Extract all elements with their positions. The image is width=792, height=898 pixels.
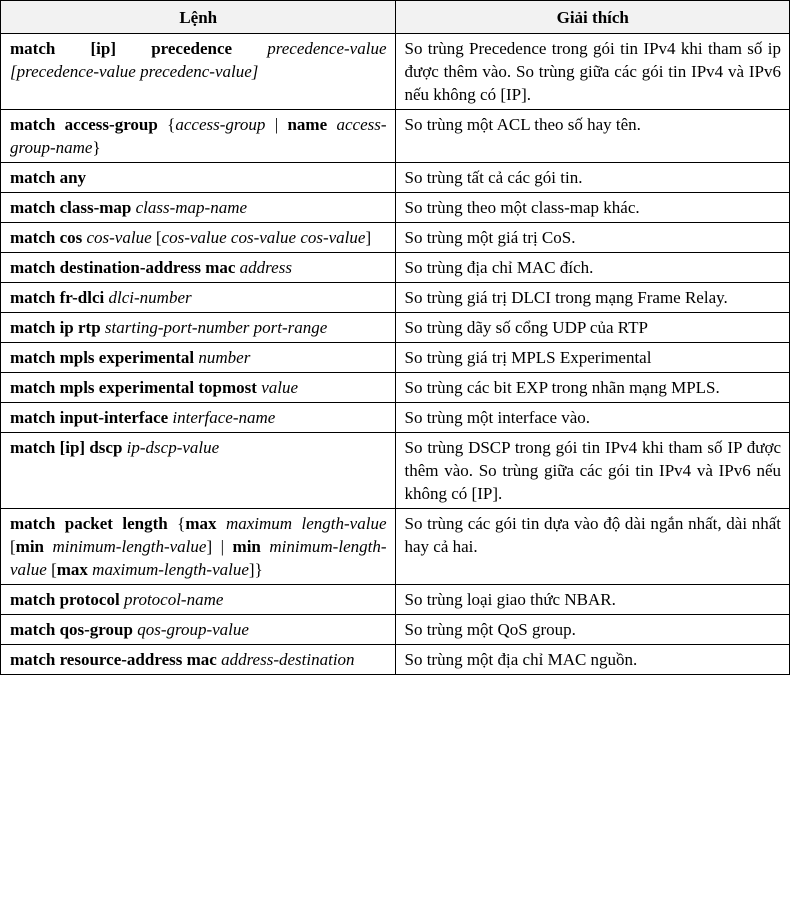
description-cell: So trùng DSCP trong gói tin IPv4 khi tham số IP được thêm vào. So trùng giữa các gói tin IPv4 và IPv6 nếu không có [IP]. xyxy=(395,433,790,509)
command-argument: minimum-length-value xyxy=(52,537,207,556)
command-syntax: { xyxy=(167,514,186,533)
command-cell xyxy=(1,509,396,585)
header-command: Lệnh xyxy=(1,1,396,34)
description-cell: So trùng theo một class-map khác. xyxy=(395,193,790,223)
command-cell xyxy=(1,403,396,433)
description-cell: So trùng một QoS group. xyxy=(395,615,790,645)
table-row xyxy=(1,343,790,373)
description-cell: So trùng một interface vào. xyxy=(395,403,790,433)
command-argument: starting-port-number port-range xyxy=(104,318,328,337)
command-syntax: ] xyxy=(365,228,372,247)
command-keyword: match access-group xyxy=(10,115,158,134)
command-argument: cos-value cos-value cos-value xyxy=(161,228,366,247)
command-argument: minimum-length-value xyxy=(10,537,387,579)
command-keyword: match qos-group xyxy=(10,620,133,639)
command-keyword: max xyxy=(185,514,217,533)
command-argument: cos-value xyxy=(86,228,152,247)
command-argument: precedence-value [precedence-value precedenc-value] xyxy=(10,39,387,81)
command-cell xyxy=(1,615,396,645)
description-cell: So trùng các bit EXP trong nhãn mạng MPLS. xyxy=(395,373,790,403)
table-row xyxy=(1,509,790,585)
table-row xyxy=(1,193,790,223)
command-syntax xyxy=(44,537,53,556)
table-row xyxy=(1,403,790,433)
command-keyword: match any xyxy=(10,168,87,187)
table-row xyxy=(1,433,790,509)
table-row xyxy=(1,110,790,163)
command-keyword: match fr-dlci xyxy=(10,288,105,307)
command-keyword: name xyxy=(287,115,328,134)
command-cell xyxy=(1,223,396,253)
command-cell xyxy=(1,253,396,283)
command-syntax: ]} xyxy=(248,560,263,579)
command-cell xyxy=(1,585,396,615)
command-cell xyxy=(1,343,396,373)
command-syntax: { xyxy=(157,115,176,134)
description-cell: So trùng tất cả các gói tin. xyxy=(395,163,790,193)
command-cell xyxy=(1,313,396,343)
description-cell: So trùng địa chỉ MAC đích. xyxy=(395,253,790,283)
command-keyword: match destination-address mac xyxy=(10,258,236,277)
command-keyword: min xyxy=(15,537,45,556)
table-body xyxy=(1,34,790,675)
command-keyword: match ip rtp xyxy=(10,318,101,337)
command-syntax: [ xyxy=(151,228,162,247)
command-argument: class-map-name xyxy=(135,198,248,217)
table-row xyxy=(1,283,790,313)
command-keyword: match resource-address mac xyxy=(10,650,217,669)
table-row xyxy=(1,585,790,615)
table-row xyxy=(1,645,790,675)
description-cell: So trùng giá trị DLCI trong mạng Frame Relay. xyxy=(395,283,790,313)
command-argument: address-destination xyxy=(221,650,355,669)
table-row xyxy=(1,373,790,403)
command-keyword: min xyxy=(232,537,261,556)
command-cell xyxy=(1,34,396,110)
description-cell: So trùng một giá trị CoS. xyxy=(395,223,790,253)
command-argument: interface-name xyxy=(172,408,276,427)
table-row xyxy=(1,163,790,193)
description-cell: So trùng các gói tin dựa vào độ dài ngắn nhất, dài nhất hay cả hai. xyxy=(395,509,790,585)
description-cell: So trùng một địa chỉ MAC nguồn. xyxy=(395,645,790,675)
command-argument: dlci-number xyxy=(108,288,192,307)
command-cell xyxy=(1,163,396,193)
command-argument: access-group xyxy=(175,115,266,134)
table-row xyxy=(1,223,790,253)
command-argument: maximum-length-value xyxy=(92,560,249,579)
command-keyword: match [ip] precedence xyxy=(10,39,233,58)
description-cell: So trùng một ACL theo số hay tên. xyxy=(395,110,790,163)
command-keyword: match cos xyxy=(10,228,83,247)
header-description: Giải thích xyxy=(395,1,790,34)
table-row xyxy=(1,313,790,343)
description-cell: So trùng Precedence trong gói tin IPv4 khi tham số ip được thêm vào. So trùng giữa các gói tin IPv4 và IPv6 nếu không có [IP]. xyxy=(395,34,790,110)
command-cell xyxy=(1,433,396,509)
command-cell xyxy=(1,645,396,675)
command-argument: protocol-name xyxy=(123,590,224,609)
command-argument: maximum length-value xyxy=(225,514,387,533)
command-argument: ip-dscp-value xyxy=(126,438,220,457)
command-keyword: match mpls experimental topmost xyxy=(10,378,257,397)
command-argument: value xyxy=(261,378,299,397)
command-keyword: match [ip] dscp xyxy=(10,438,123,457)
command-keyword: match protocol xyxy=(10,590,120,609)
command-keyword: max xyxy=(56,560,88,579)
command-keyword: match packet length xyxy=(10,514,168,533)
header-row xyxy=(1,1,790,34)
command-syntax xyxy=(232,39,267,58)
description-cell: So trùng loại giao thức NBAR. xyxy=(395,585,790,615)
command-syntax xyxy=(217,514,226,533)
command-syntax: [ xyxy=(10,537,16,556)
table-row xyxy=(1,34,790,110)
command-cell xyxy=(1,110,396,163)
command-argument: number xyxy=(198,348,251,367)
command-cell xyxy=(1,283,396,313)
command-syntax: [ xyxy=(46,560,57,579)
command-keyword: match mpls experimental xyxy=(10,348,195,367)
command-syntax: ] | xyxy=(206,537,233,556)
command-syntax: | xyxy=(265,115,288,134)
command-argument: address xyxy=(239,258,292,277)
command-cell xyxy=(1,193,396,223)
description-cell: So trùng giá trị MPLS Experimental xyxy=(395,343,790,373)
table-row xyxy=(1,615,790,645)
table-row xyxy=(1,253,790,283)
description-cell: So trùng dãy số cổng UDP của RTP xyxy=(395,313,790,343)
command-keyword: match input-interface xyxy=(10,408,169,427)
command-keyword: match class-map xyxy=(10,198,132,217)
command-argument: access-group-name xyxy=(10,115,387,157)
command-syntax: } xyxy=(92,138,101,157)
command-cell xyxy=(1,373,396,403)
command-argument: qos-group-value xyxy=(137,620,249,639)
